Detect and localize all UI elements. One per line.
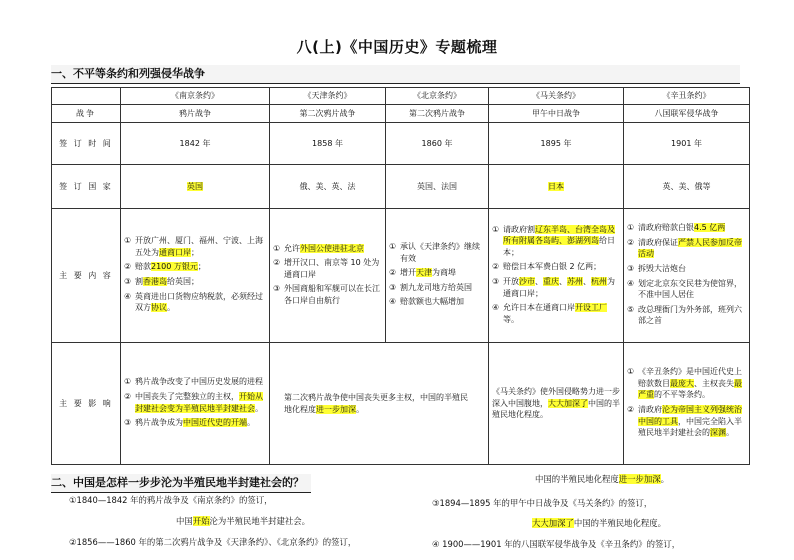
list-item: ② 清政府保证严禁人民参加反帝活动	[627, 237, 742, 259]
impact-cell-xinchou	[624, 343, 750, 465]
list-item: ① 鸦片战争改变了中国历史发展的进程	[124, 377, 263, 387]
process-line: ③1894—1895 年的甲午中日战争及《马关条约》的签订，	[432, 498, 653, 508]
list-item: ④ 英商进出口货物应纳税款，必须经过双方协议。	[124, 291, 263, 313]
table-cell: 第二次鸦片战争	[270, 105, 386, 123]
list-item: ① 请政府割辽东半岛、台湾全岛及所有附属各岛屿、澎湖列岛给日本；	[492, 224, 615, 257]
war-row	[52, 105, 750, 123]
list-item: ② 增开天津为商埠	[389, 268, 456, 278]
list-item: ③ 割九龙司地方给英国	[389, 282, 472, 292]
treaty-name: 《南京条约》	[121, 88, 270, 105]
page-title: 八(上)《中国历史》专题梳理	[296, 38, 498, 56]
row-label: 签 订 时 间	[52, 123, 121, 165]
content-cell-beijing	[386, 209, 489, 343]
highlight: 日本	[548, 181, 564, 191]
row-label: 主 要 内 容	[52, 209, 121, 343]
table-cell: 英国、法国	[386, 165, 489, 209]
impact-cell-nanjing	[121, 343, 270, 465]
impact-cell-maguan: 《马关条约》使外国侵略势力进一步深入中国腹地，大大加深了中国的半殖民地化程度。	[489, 343, 624, 465]
list-item: ② 赔偿日本军费白银 2 亿两；	[492, 262, 602, 272]
table-cell: 八国联军侵华战争	[624, 105, 750, 123]
table-cell: 1895 年	[489, 123, 624, 165]
list-item: ② 增开汉口、南京等 10 处为通商口岸	[273, 258, 380, 279]
content-cell-maguan	[489, 209, 624, 343]
content-row	[52, 209, 750, 343]
list-item: ④ 赔款额也大幅增加	[389, 297, 464, 307]
list-item: ③ 割香港岛给英国；	[124, 277, 199, 286]
section-heading-process: 二、中国是怎样一步步沦为半殖民地半封建社会的？	[51, 474, 311, 493]
table-cell: 俄、美、英、法	[270, 165, 386, 209]
impact-row	[52, 343, 750, 465]
country-row	[52, 165, 750, 209]
process-line: 大大加深了中国的半殖民地化程度。	[532, 518, 666, 528]
process-line: ②1856——1860 年的第二次鸦片战争及《天津条约》、《北京条约》的签订，	[69, 537, 357, 547]
content-cell-xinchou	[624, 209, 750, 343]
list-item: ④ 允许日本在通商口岸开设工厂等。	[492, 303, 607, 324]
list-item: ② 赔款2100 万银元；	[124, 262, 206, 272]
treaty-name: 《马关条约》	[489, 88, 624, 105]
list-item: ③ 拆毁大沽炮台	[627, 263, 686, 273]
list-item: ⑤ 改总理衙门为外务部，班列六部之首	[627, 304, 742, 326]
list-item: ① 《辛丑条约》是中国近代史上赔款数目最庞大、主权丧失最严重的不平等条约。	[627, 367, 742, 400]
list-item: ③ 开放沙市、重庆、苏州、杭州为通商口岸；	[492, 277, 615, 298]
list-item: ③ 鸦片战争成为中国近代史的开端。	[124, 418, 255, 428]
table-cell: 1860 年	[386, 123, 489, 165]
table-cell: 第二次鸦片战争	[386, 105, 489, 123]
list-item: ① 允许外国公使进驻北京	[273, 243, 364, 253]
table-cell: 甲午中日战争	[489, 105, 624, 123]
table-cell: 1858 年	[270, 123, 386, 165]
table-cell: 1901 年	[624, 123, 750, 165]
list-item: ② 中国丧失了完整独立的主权，开始从封建社会变为半殖民地半封建社会。	[124, 391, 263, 413]
highlight: 英国	[187, 181, 203, 191]
treaty-table	[51, 87, 750, 465]
process-line: ①1840—1842 年的鸦片战争及《南京条约》的签订，	[69, 495, 273, 505]
table-cell: 鸦片战争	[121, 105, 270, 123]
process-line: 中国开始沦为半殖民地半封建社会。	[176, 516, 310, 526]
list-item: ③ 外国商船和军舰可以在长江各口岸自由航行	[273, 284, 380, 305]
row-label: 主 要 影 响	[52, 343, 121, 465]
impact-cell-second-war: 第二次鸦片战争使中国丧失更多主权，中国的半殖民地化程度进一步加深。	[270, 343, 489, 465]
treaty-header-row	[52, 88, 750, 105]
time-row	[52, 123, 750, 165]
list-item: ① 开放广州、厦门、福州、宁波、上海五处为通商口岸；	[124, 236, 263, 257]
list-item: ② 清政府沦为帝国主义列强统治中国的工具，中国完全陷入半殖民地半封建社会的深渊。	[627, 405, 742, 438]
section-heading-treaties: 一、不平等条约和列强侵华战争	[51, 65, 740, 84]
content-cell-tianjin	[270, 209, 386, 343]
process-line: 中国的半殖民地化程度进一步加深。	[535, 474, 669, 484]
list-item: ① 清政府赔款白银4.5 亿两	[627, 223, 726, 233]
table-cell	[121, 165, 270, 209]
table-cell: 1842 年	[121, 123, 270, 165]
content-cell-nanjing	[121, 209, 270, 343]
row-label: 签 订 国 家	[52, 165, 121, 209]
list-item: ④ 划定北京东交民巷为使馆界，不准中国人居住	[627, 278, 742, 300]
corner-cell	[52, 88, 121, 105]
treaty-name: 《天津条约》	[270, 88, 386, 105]
table-cell: 英、美、俄等	[624, 165, 750, 209]
list-item: ① 承认《天津条约》继续有效	[389, 242, 480, 263]
process-line: ④ 1900——1901 年的八国联军侵华战争及《辛丑条约》的签订，	[432, 539, 681, 549]
row-label: 战争	[52, 105, 121, 123]
treaty-name: 《北京条约》	[386, 88, 489, 105]
treaty-name: 《辛丑条约》	[624, 88, 750, 105]
table-cell	[489, 165, 624, 209]
